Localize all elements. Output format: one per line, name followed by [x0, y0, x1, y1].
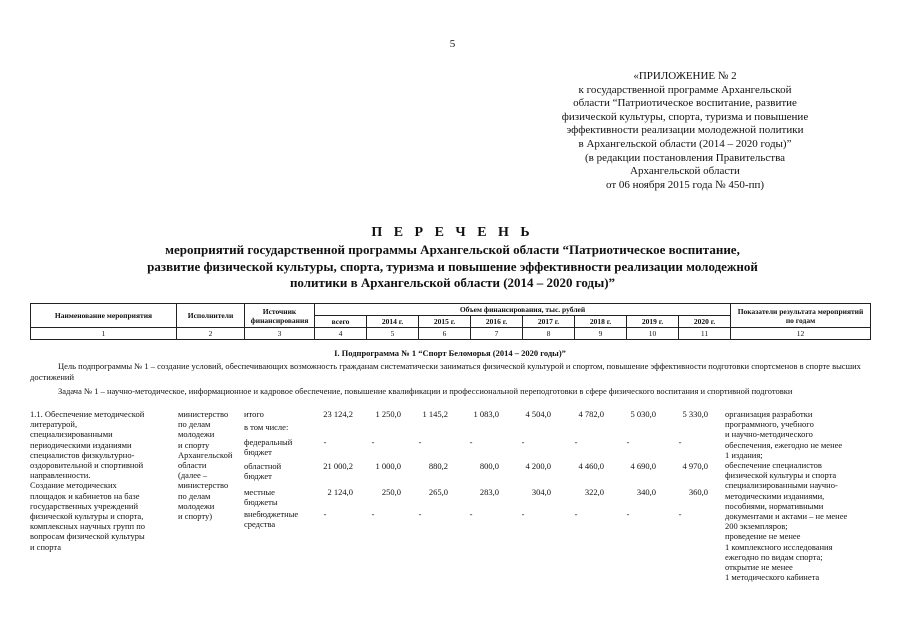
column-number: 6	[419, 328, 471, 340]
activity-name-line: литературой,	[30, 419, 78, 430]
activity-name-line: специализированными	[30, 429, 113, 440]
financing-value: 304,0	[531, 487, 551, 497]
activity-name-line: и спорта	[30, 541, 61, 552]
header-year: 2015 г.	[419, 316, 471, 328]
header-year: 2017 г.	[523, 316, 575, 328]
financing-value: -	[469, 437, 473, 447]
activity-executor-line: по делам	[178, 490, 211, 501]
financing-value: 1 250,0	[375, 409, 401, 419]
financing-source-line: федеральный	[244, 437, 293, 447]
financing-source-line: местные	[244, 487, 275, 497]
appendix-block	[520, 70, 850, 192]
financing-value: 4 690,0	[630, 461, 656, 471]
page-number: 5	[449, 38, 456, 50]
header-year: 2020 г.	[679, 316, 731, 328]
activity-executor-line: молодежи	[178, 500, 215, 511]
activity-result-line: ежегодно по видам спорта;	[725, 551, 823, 562]
activity-result-line: документами и актами – не менее	[725, 511, 848, 522]
header-year: всего	[315, 316, 367, 328]
financing-source-line: бюджет	[244, 447, 272, 458]
financing-value: 880,2	[428, 461, 448, 471]
appendix-line: к государственной программе Архангельской	[578, 83, 792, 96]
column-number: 2	[177, 328, 245, 340]
financing-source-line: средства	[244, 519, 276, 530]
header-executors: Исполнители	[177, 304, 245, 328]
appendix-line: «ПРИЛОЖЕНИЕ № 2	[633, 70, 737, 82]
appendix-line: от 06 ноября 2015 года № 450-пп)	[605, 178, 765, 191]
activity-name-line: государственных учреждений	[30, 500, 139, 511]
financing-value: 283,0	[479, 487, 499, 497]
activity-executor-line: министерство	[178, 480, 229, 491]
activity-result-line: открытие не менее	[725, 562, 793, 573]
column-number: 4	[315, 328, 367, 340]
activity-result-line: обеспечение специалистов	[725, 460, 822, 471]
activity-result-line: 1 комплексного исследования	[725, 541, 833, 552]
activity-result-line: 1 методического кабинета	[725, 572, 820, 583]
appendix-line: в Архангельской области (2014 – 2020 годы)”	[578, 137, 792, 150]
header-results: Показатели результата мероприятий по годам	[731, 304, 871, 328]
title-heading: П Е Р Е Ч Е Н Ь	[371, 225, 534, 240]
activity-result-line: 200 экземпляров;	[725, 521, 788, 532]
financing-value: -	[469, 509, 473, 519]
activity-executors	[178, 409, 246, 521]
header-year: 2016 г.	[471, 316, 523, 328]
title-line: политики в Архангельской области (2014 – 2020 годы)”	[289, 275, 616, 290]
column-number: 3	[245, 328, 315, 340]
activity-name-line: Создание методических	[30, 480, 117, 491]
header-source: Источник финансирования	[245, 304, 315, 328]
column-number: 5	[367, 328, 419, 340]
activity-result-line: физической культуры и спорта	[725, 470, 837, 481]
activity-name-line: направленности.	[30, 470, 91, 481]
column-number: 11	[679, 328, 731, 340]
financing-value: -	[371, 437, 375, 447]
financing-value: 1 145,2	[422, 409, 448, 419]
financing-value: -	[371, 509, 375, 519]
header-year: 2014 г.	[367, 316, 419, 328]
activity-executor-line: по делам	[178, 419, 211, 430]
financing-value: 4 782,0	[578, 409, 604, 419]
column-number: 8	[523, 328, 575, 340]
financing-value: -	[678, 509, 682, 519]
financing-value: 4 460,0	[578, 461, 604, 471]
financing-value: -	[418, 509, 422, 519]
financing-value: 4 504,0	[525, 409, 551, 419]
activity-name-line: оздоровительной и спортивной	[30, 460, 144, 471]
appendix-line: области “Патриотическое воспитание, развитие	[573, 97, 797, 110]
title-line: развитие физической культуры, спорта, туризма и повышение эффективности реализации молодежной	[147, 258, 758, 274]
activity-name-line: 1.1. Обеспечение методической	[30, 409, 145, 419]
subprogram-task: Задача № 1 – научно-методическое, информационное и кадровое обеспечение, повышение квалификации и профессиональной переподготовки в сфере физического воспитания и спортивной подготовки	[58, 386, 793, 396]
financing-value: -	[323, 437, 327, 447]
activity-name-line: площадок и кабинетов на базе	[30, 490, 140, 501]
activity-results	[725, 409, 875, 582]
activity-result-line: проведение не менее	[725, 531, 801, 542]
activity-result-line: 1 издания;	[725, 449, 763, 460]
programme-table	[30, 303, 871, 340]
financing-value: -	[626, 509, 630, 519]
financing-value: 800,0	[479, 461, 499, 471]
financing-source-line: областной	[244, 461, 282, 471]
financing-value: 340,0	[636, 487, 656, 497]
financing-value: 21 000,2	[323, 461, 353, 471]
activity-executor-line: области	[178, 460, 207, 471]
appendix-line: Архангельской области	[630, 165, 740, 178]
activity-result-line: методическими изданиями,	[725, 490, 825, 501]
column-number: 10	[627, 328, 679, 340]
subprogram-goal: Цель подпрограммы № 1 – создание условий, обеспечивающих возможность гражданам систематически заниматься физической культурой и спортом, повышение эффективности подготовки спортсменов в спорте высших достижений	[30, 361, 861, 382]
financing-source-line: в том числе:	[244, 422, 289, 432]
header-year: 2018 г.	[575, 316, 627, 328]
document-title	[0, 224, 905, 292]
activity-result-line: программного, учебного	[725, 419, 814, 430]
activity-name-line: вопросам физической культуры	[30, 531, 145, 542]
appendix-line: физической культуры, спорта, туризма и повышение	[561, 110, 809, 123]
column-number: 7	[471, 328, 523, 340]
activity-name-line: периодическими изданиями	[30, 439, 132, 450]
activity-name-line: специалистов физкультурно-	[30, 449, 135, 460]
column-number: 12	[731, 328, 871, 340]
appendix-line: (в редакции постановления Правительства	[584, 151, 786, 164]
activity-name-line: физической культуры и спорта,	[30, 511, 144, 522]
financing-value: -	[574, 437, 578, 447]
appendix-line: эффективности реализации молодежной политики	[566, 124, 804, 137]
header-year: 2019 г.	[627, 316, 679, 328]
activity-executor-line: министерство	[178, 409, 229, 419]
header-volume: Объем финансирования, тыс. рублей	[315, 304, 731, 316]
activity-executor-line: молодежи	[178, 429, 215, 440]
financing-value: 322,0	[584, 487, 604, 497]
activity-executor-line: (далее –	[178, 470, 208, 481]
financing-value: 4 970,0	[682, 461, 708, 471]
financing-value: 5 330,0	[682, 409, 708, 419]
activity-result-line: организация разработки	[725, 409, 813, 419]
activity-result-line: специализированными научно-	[725, 480, 838, 491]
financing-value: 265,0	[428, 487, 448, 497]
financing-source-line: бюджеты	[244, 497, 278, 508]
financing-value: 1 083,0	[473, 409, 499, 419]
financing-value: 1 000,0	[375, 461, 401, 471]
column-number: 1	[31, 328, 177, 340]
financing-value: 5 030,0	[630, 409, 656, 419]
activity-name-line: комплексных научных групп по	[30, 521, 145, 532]
activity-executor-line: и спорту)	[178, 511, 213, 522]
financing-value: 2 124,0	[327, 487, 353, 497]
financing-source-line: бюджет	[244, 471, 272, 482]
header-name: Наименование мероприятия	[31, 304, 177, 328]
financing-value: 360,0	[688, 487, 708, 497]
financing-value: -	[626, 437, 630, 447]
financing-value: 250,0	[381, 487, 401, 497]
activity-result-line: пособиями, нормативными	[725, 500, 824, 511]
title-line: мероприятий государственной программы Архангельской области “Патриотическое воспитание,	[165, 242, 740, 257]
financing-value: 23 124,2	[323, 409, 353, 419]
subprogram-heading: I. Подпрограмма № 1 “Спорт Беломорья (2014 – 2020 годы)”	[334, 348, 566, 358]
financing-source-line: итого	[244, 409, 264, 419]
financing-source	[244, 422, 314, 432]
activity-result-line: и научно-методического	[725, 429, 813, 440]
activity-name	[30, 409, 175, 552]
activity-result-line: обеспечения, ежегодно не менее	[725, 439, 843, 450]
activity-executor-line: и спорту	[178, 439, 210, 450]
financing-value: -	[323, 509, 327, 519]
financing-value: -	[678, 437, 682, 447]
financing-value: -	[418, 437, 422, 447]
column-number: 9	[575, 328, 627, 340]
financing-value: 4 200,0	[525, 461, 551, 471]
financing-value: -	[574, 509, 578, 519]
financing-value: -	[521, 437, 525, 447]
financing-value: -	[521, 509, 525, 519]
activity-executor-line: Архангельской	[178, 449, 233, 460]
financing-source-line: внебюджетные	[244, 509, 299, 519]
